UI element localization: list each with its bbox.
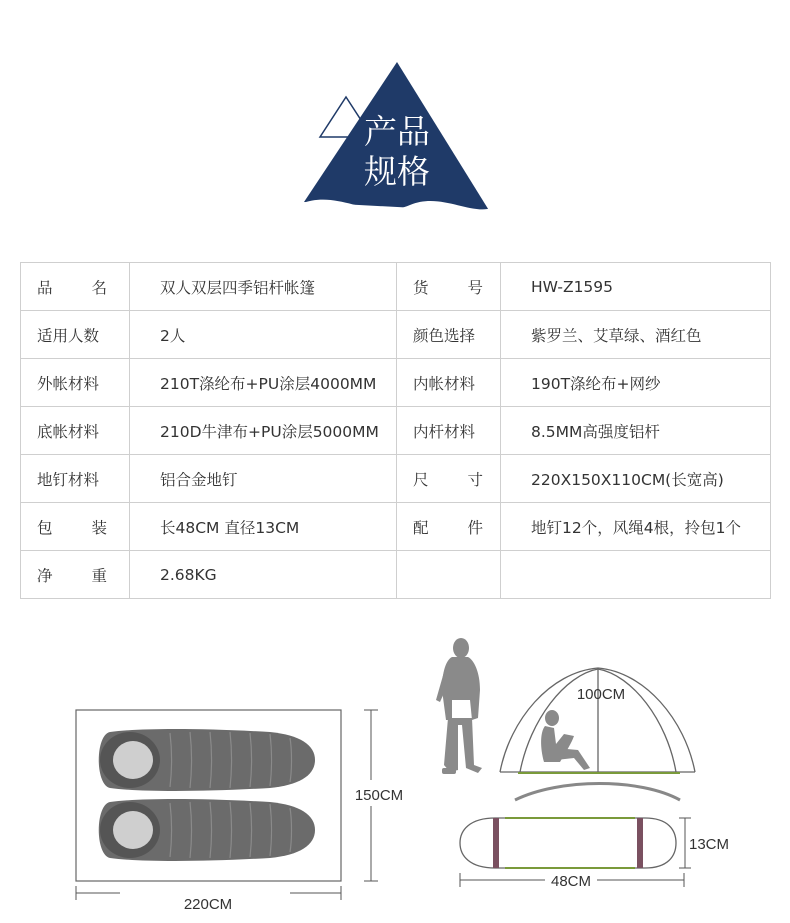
spec-label-char: 名 [91, 278, 107, 297]
spec-label-spread [37, 564, 107, 586]
spec-value: 铝合金地钉 [130, 455, 397, 503]
spec-label-char: 寸 [467, 470, 483, 489]
spec-value: 220X150X110CM(长宽高) [501, 455, 771, 503]
table-row [21, 551, 771, 599]
table-row [21, 311, 771, 359]
tent-height-label: 100CM [576, 686, 626, 703]
spec-value: 长48CM 直径13CM [130, 503, 397, 551]
spec-label-char: 配 [413, 518, 429, 537]
spec-label: 地钉材料 [21, 455, 130, 503]
spec-value: 210T涤纶布+PU涂层4000MM [130, 359, 397, 407]
sleeping-bag-icon [99, 799, 315, 861]
floor-length-label: 220CM [183, 896, 233, 913]
spec-label-spread [413, 468, 483, 490]
header-title-line1: 产品 [364, 112, 430, 151]
spec-label-char: 品 [37, 278, 53, 297]
spec-label [397, 551, 501, 599]
spec-label-char: 件 [467, 518, 483, 537]
spec-value: HW-Z1595 [501, 263, 771, 311]
spec-label-char: 装 [91, 518, 107, 537]
spec-value: 紫罗兰、艾草绿、酒红色 [501, 311, 771, 359]
spec-value: 2.68KG [130, 551, 397, 599]
pack-diameter-label: 13CM [688, 836, 730, 853]
spec-label [397, 455, 501, 503]
spec-label: 内杆材料 [397, 407, 501, 455]
spec-label-char: 净 [37, 566, 53, 585]
tent-dome-icon [500, 668, 695, 772]
spec-label: 颜色选择 [397, 311, 501, 359]
header-mountain-logo [0, 0, 790, 240]
sleeping-bag-icon [99, 729, 315, 791]
spec-value: 2人 [130, 311, 397, 359]
floor-width-label: 150CM [354, 787, 404, 804]
spec-value: 210D牛津布+PU涂层5000MM [130, 407, 397, 455]
spec-label-char: 重 [91, 566, 107, 585]
spec-label: 外帐材料 [21, 359, 130, 407]
spec-label-spread [413, 276, 483, 298]
spec-label [397, 263, 501, 311]
spec-value [501, 551, 771, 599]
table-row [21, 359, 771, 407]
spec-label [21, 551, 130, 599]
spec-label: 底帐材料 [21, 407, 130, 455]
standing-person-icon [436, 638, 482, 774]
spec-label-spread [413, 516, 483, 538]
spec-label-spread [37, 276, 107, 298]
pack-length-label: 48CM [550, 873, 592, 890]
spec-label-char: 包 [37, 518, 53, 537]
spec-value: 8.5MM高强度铝杆 [501, 407, 771, 455]
spec-label [397, 503, 501, 551]
pack-bag-icon [460, 784, 680, 869]
spec-label-spread [37, 516, 107, 538]
dimension-diagrams [0, 630, 790, 923]
spec-value: 地钉12个，风绳4根，拎包1个 [501, 503, 771, 551]
spec-table-body [21, 263, 771, 599]
sitting-person-icon [541, 710, 590, 770]
spec-table [20, 262, 771, 599]
spec-label: 适用人数 [21, 311, 130, 359]
spec-value: 双人双层四季铝杆帐篷 [130, 263, 397, 311]
spec-label-char: 号 [467, 278, 483, 297]
table-row [21, 455, 771, 503]
header-title-line2: 规格 [364, 152, 430, 191]
table-row [21, 263, 771, 311]
spec-label: 内帐材料 [397, 359, 501, 407]
spec-value: 190T涤纶布+网纱 [501, 359, 771, 407]
table-row [21, 407, 771, 455]
spec-label-char: 货 [413, 278, 429, 297]
spec-label [21, 503, 130, 551]
spec-label [21, 263, 130, 311]
spec-label-char: 尺 [413, 470, 429, 489]
table-row [21, 503, 771, 551]
